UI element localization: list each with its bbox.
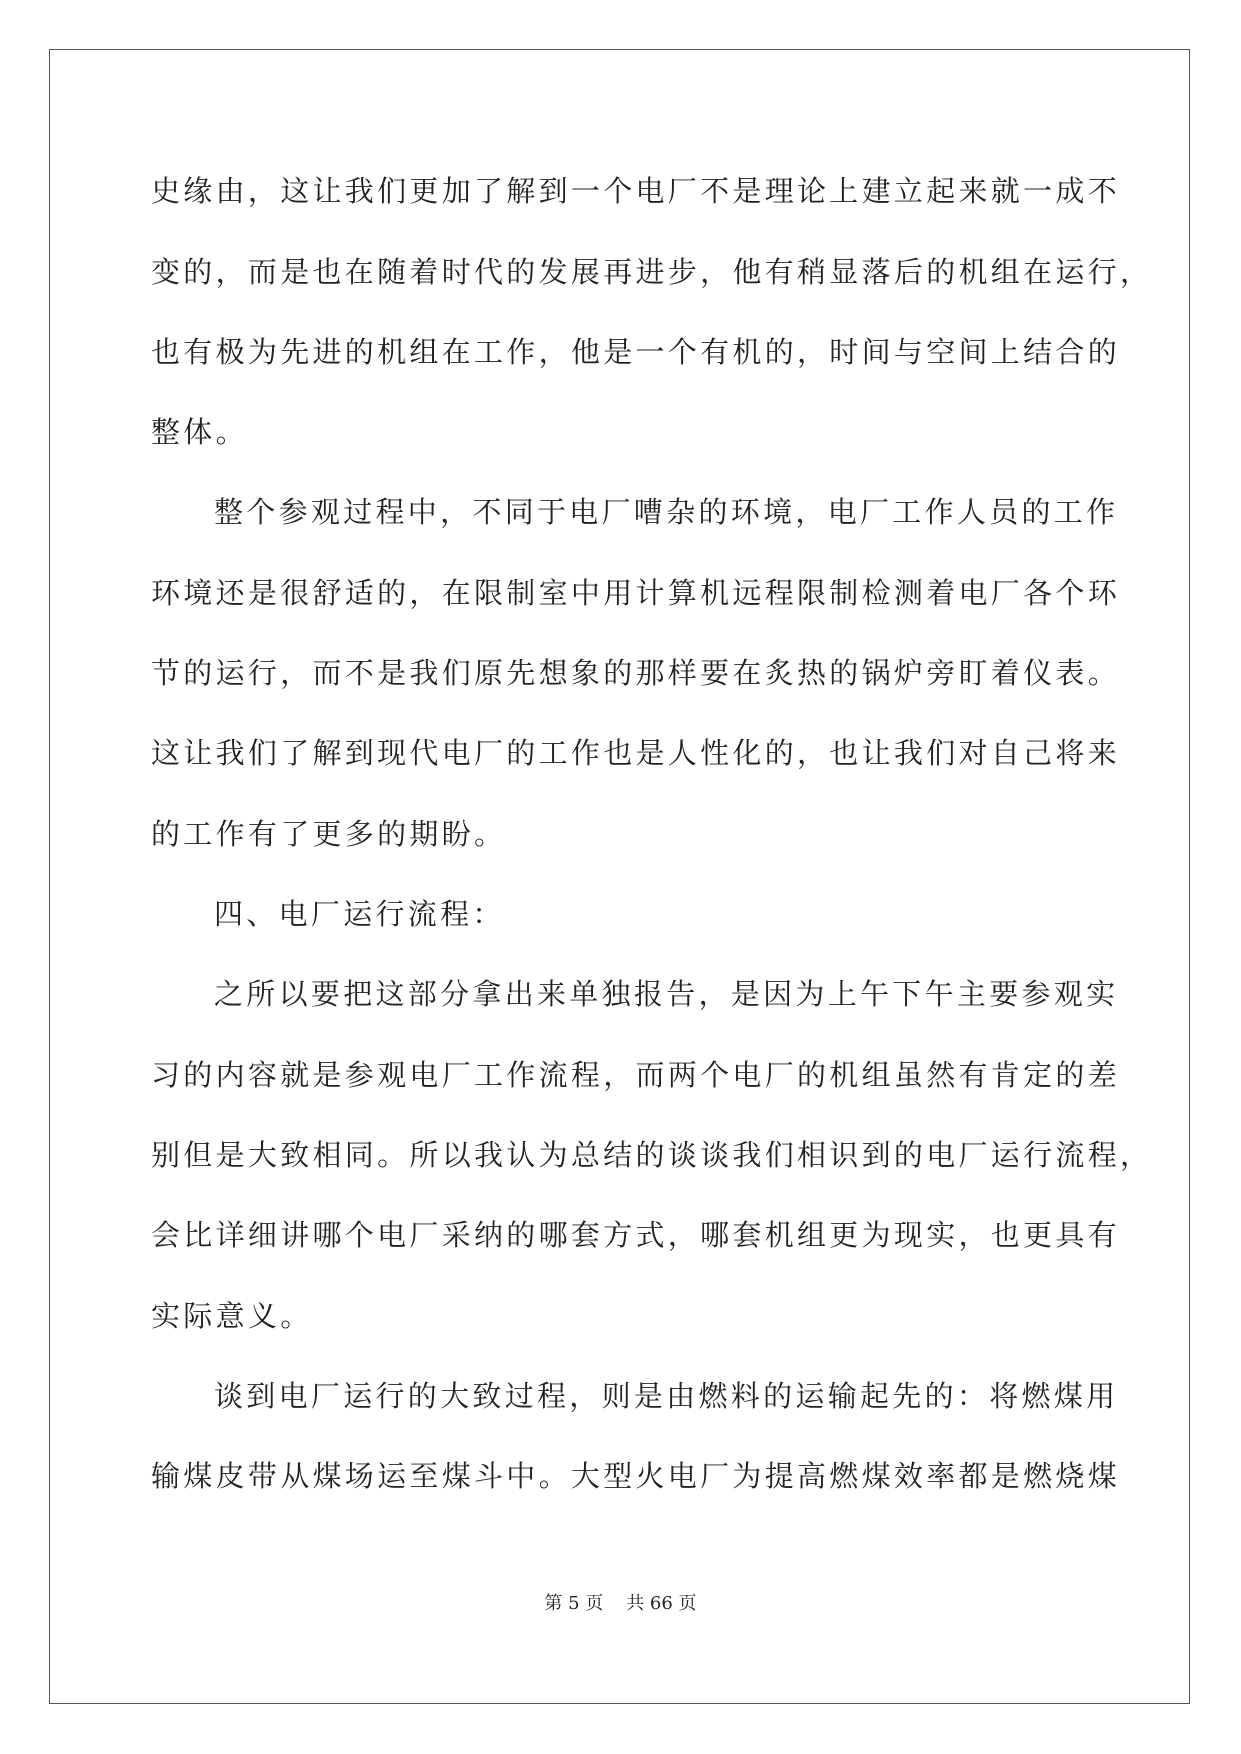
text-line: 史缘由，这让我们更加了解到一个电厂不是理论上建立起来就一成不 <box>151 174 1121 208</box>
page-footer: 第 5 页 共 66 页 <box>544 1593 697 1614</box>
text-line: 的工作有了更多的期盼。 <box>151 817 507 851</box>
text-line: 输煤皮带从煤场运至煤斗中。大型火电厂为提高燃煤效率都是燃烧煤 <box>151 1459 1121 1493</box>
section-heading: 四、电厂运行流程： <box>214 897 505 931</box>
text-line: 会比详细讲哪个电厂采纳的哪套方式，哪套机组更为现实，也更具有 <box>151 1218 1121 1252</box>
text-line: 整体。 <box>151 415 248 449</box>
text-line: 环境还是很舒适的，在限制室中用计算机远程限制检测着电厂各个环 <box>151 576 1121 610</box>
text-line: 实际意义。 <box>151 1299 313 1333</box>
text-line: 习的内容就是参观电厂工作流程，而两个电厂的机组虽然有肯定的差 <box>151 1058 1121 1092</box>
text-line: 这让我们了解到现代电厂的工作也是人性化的，也让我们对自己将来 <box>151 736 1121 770</box>
text-line: 也有极为先进的机组在工作，他是一个有机的，时间与空间上结合的 <box>151 335 1121 369</box>
text-line: 变的，而是也在随着时代的发展再进步，他有稍显落后的机组在运行， <box>151 255 1153 289</box>
paragraph-first-line: 之所以要把这部分拿出来单独报告，是因为上午下午主要参观实 <box>214 977 1119 1011</box>
paragraph-first-line: 整个参观过程中，不同于电厂嘈杂的环境，电厂工作人员的工作 <box>214 495 1119 529</box>
text-line: 节的运行，而不是我们原先想象的那样要在炙热的锅炉旁盯着仪表。 <box>151 656 1121 690</box>
paragraph-first-line: 谈到电厂运行的大致过程，则是由燃料的运输起先的：将燃煤用 <box>214 1379 1119 1413</box>
text-line: 别但是大致相同。所以我认为总结的谈谈我们相识到的电厂运行流程， <box>151 1138 1153 1172</box>
